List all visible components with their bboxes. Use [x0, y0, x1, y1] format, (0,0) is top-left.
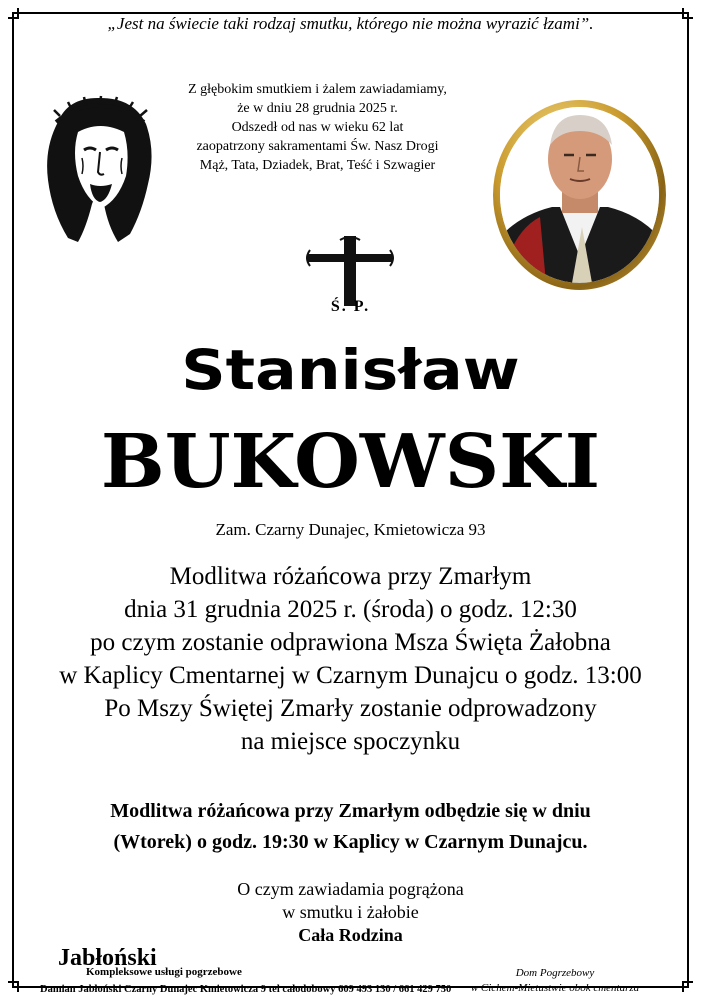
jesus-crown-of-thorns-icon: [38, 92, 162, 244]
family-signature: Cała Rodzina: [298, 925, 403, 945]
residence-address: Zam. Czarny Dunajec, Kmietowicza 93: [215, 520, 486, 539]
frame-corner-bottom-left: [8, 966, 34, 992]
portrait-image: [500, 107, 659, 283]
announcement-line: zaopatrzony sakramentami Św. Nasz Drogi: [196, 139, 439, 154]
funeral-home-logo: Jabłoński: [58, 945, 157, 971]
details-line: Po Mszy Świętej Zmarły zostanie odprowadzony: [104, 695, 597, 722]
last-name: BUKOWSKI: [100, 419, 601, 505]
announcement-line: że w dniu 28 grudnia 2025 r.: [237, 101, 398, 116]
details-line: po czym zostanie odprawiona Msza Święta Żałobna: [90, 629, 611, 656]
house-line: Dom Pogrzebowy: [515, 967, 595, 979]
note-line: Modlitwa różańcowa przy Zmarłym odbędzie się w dniu: [110, 800, 591, 822]
cross-icon: [300, 236, 400, 306]
details-line: Modlitwa różańcowa przy Zmarłym: [169, 563, 532, 590]
funeral-house-info: [430, 966, 680, 996]
house-line: w Cichem-Mietustwie obok cmentarza: [470, 982, 640, 994]
funeral-home-tagline: Kompleksowe usługi pogrzebowe: [86, 966, 242, 978]
announcement-line: Z głębokim smutkiem i żalem zawiadamiamy,: [188, 82, 447, 97]
details-line: dnia 31 grudnia 2025 r. (środa) o godz. 12:30: [124, 596, 577, 623]
closing-line: O czym zawiadamia pogrążona: [237, 879, 464, 899]
announcement-line: Mąż, Tata, Dziadek, Brat, Teść i Szwagier: [199, 158, 436, 173]
details-line: w Kaplicy Cmentarnej w Czarnym Dunajcu o godz. 13:00: [59, 662, 642, 689]
funeral-home-contact: Damian Jabłoński Czarny Dunajec Kmietowicza 9 tel całodobowy 609 493 130 / 661 429 750: [40, 984, 452, 995]
closing-text: [0, 878, 701, 947]
deceased-portrait: [500, 107, 659, 283]
funeral-details: [0, 560, 701, 758]
rosary-note: [0, 796, 701, 858]
sp-abbreviation: Ś. P.: [330, 298, 371, 315]
announcement-text: [150, 80, 485, 175]
note-line: (Wtorek) o godz. 19:30 w Kaplicy w Czarnym Dunajcu.: [113, 831, 588, 853]
details-line: na miejsce spoczynku: [240, 728, 461, 755]
announcement-line: Odszedł od nas w wieku 62 lat: [231, 120, 404, 135]
memorial-quote: „Jest na świecie taki rodzaj smutku, którego nie można wyrazić łzami”.: [107, 14, 594, 33]
first-name: Stanisław: [181, 338, 520, 402]
closing-line: w smutku i żałobie: [282, 902, 419, 922]
